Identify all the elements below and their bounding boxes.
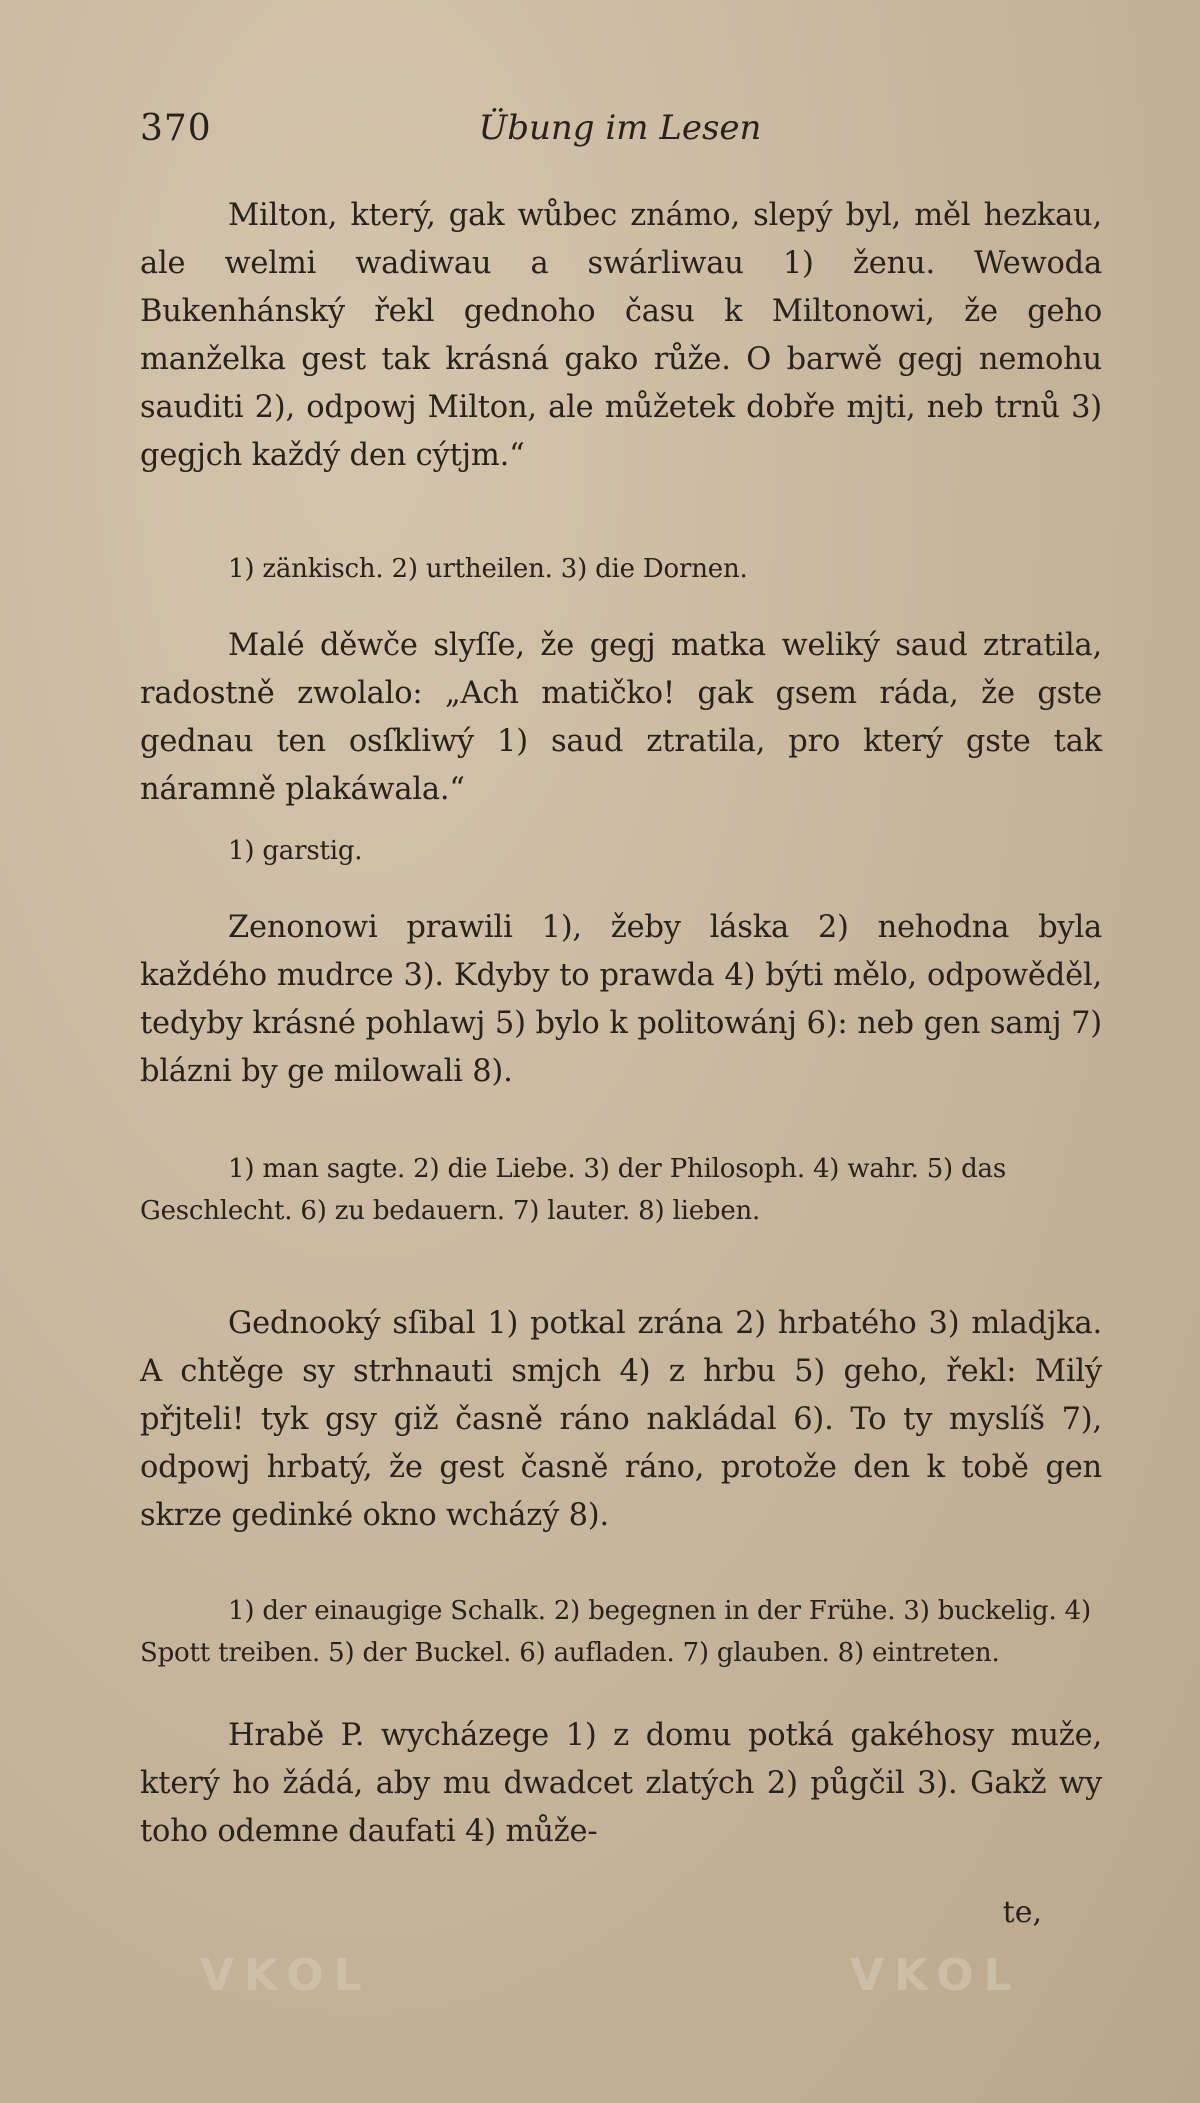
footnote-zeno: 1) man sagte. 2) die Liebe. 3) der Philosoph. 4) wahr. 5) das Geschlecht. 6) zu bedauern. 7) lauter. 8) lieben. [140,1154,1006,1226]
library-watermark-right: VKOL [850,1950,1022,2001]
footnote-milton: 1) zänkisch. 2) urtheilen. 3) die Dornen. [228,554,748,584]
page-number: 370 [140,108,212,149]
paragraph-count: Hrabě P. wycházege 1) z domu potká gakéhosy muže, který ho žádá, aby mu dwadcet zlatých 2) půgčil 3). Gakž wy toho odemne daufati 4) může- [140,1718,1102,1849]
catchword: te, [1002,1895,1042,1930]
paragraph-zeno: Zenonowi prawili 1), žeby láska 2) nehodna byla každého mudrce 3). Kdyby to prawda 4) býti mělo, odpowěděl, tedyby krásné pohlawj 5) bylo k politowánj 6): neb gen samj 7) blázni by ge milowali 8). [140,910,1102,1089]
paragraph-daughter: Malé děwče slyſſe, že gegj matka weliký saud ztratila, radostně zwolalo: „Ach matičko! gak gsem ráda, že gste gednau ten osſkliwý 1) saud ztratila, pro který gste tak náramně plakáwala.“ [140,628,1102,807]
page-header [140,108,1100,168]
footnote-daughter: 1) garstig. [228,836,363,866]
footnote-hunchback: 1) der einaugige Schalk. 2) begegnen in der Frühe. 3) buckelig. 4) Spott treiben. 5) der Buckel. 6) aufladen. 7) glauben. 8) eintreten. [140,1596,1091,1668]
paragraph-milton: Milton, který, gak wůbec známo, slepý byl, měl hezkau, ale welmi wadiwau a swárliwau 1) ženu. Wewoda Bukenhánský řekl gednoho času k Miltonowi, že geho manželka gest tak krásná gako růže. O barwě gegj nemohu sauditi 2), odpowj Milton, ale můžetek dobře mjti, neb trnů 3) gegjch každý den cýtjm.“ [140,198,1102,473]
running-title: Übung im Lesen [478,108,762,148]
library-watermark-left: VKOL [200,1950,372,2001]
paragraph-hunchback: Gednooký sſibal 1) potkal zrána 2) hrbatého 3) mladjka. A chtěge sy strhnauti smjch 4) z hrbu 5) geho, řekl: Milý přjteli! tyk gsy giž časně ráno nakládal 6). To ty myslíš 7), odpowj hrbatý, že gest časně ráno, protože den k tobě gen skrze gedinké okno wcházý 8). [140,1306,1102,1533]
